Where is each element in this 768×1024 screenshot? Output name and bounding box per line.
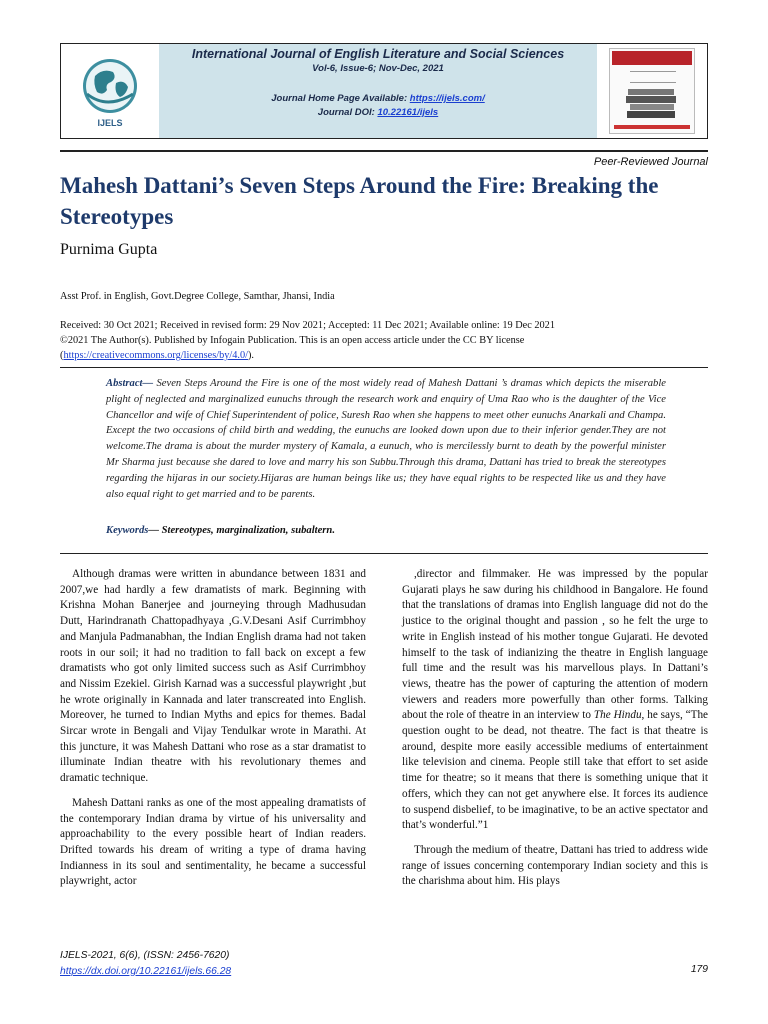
body-column-right — [402, 567, 708, 899]
article-dates — [60, 318, 710, 363]
journal-logo — [61, 44, 159, 138]
paren-open: ( — [60, 350, 64, 361]
received-line: Received: 30 Oct 2021; Received in revised form: 29 Nov 2021; Accepted: 11 Dec 2021; Available online: 19 Dec 2021 — [60, 320, 555, 331]
article-title: Mahesh Dattani’s Seven Steps Around the Fire: Breaking the Stereotypes — [60, 173, 659, 229]
cover-image — [609, 48, 695, 134]
keywords-label: Keywords — [106, 525, 149, 536]
footer-citation — [60, 948, 231, 980]
abstract-rule-bottom — [60, 553, 708, 554]
paragraph: Although dramas were written in abundance between 1831 and 2007,we had hardly a few dramatists of mark. Beginning with Krishna Mohan Banerjee and journeying through Madhusudan Dutt, Harindranath Chattopadhyaya ,G.V.Desani Asif Currimbhoy and Manjula Padmanabhan, the Indian English drama had not taken roots in our soil; it had no tradition to fall back on except a few dramatists who got only limited success such as Asif Currimbhoy and Nissim Ezekiel. Girish Karnad was a successful playwright ,but he wrote originally in Kannada and later transcreated into English. Moreover, he turned to Indian Myths and epics for themes. Badal Sircar wrote in Bengali and Vijay Tendulkar wrote in Marathi. At this juncture, it was Mahesh Dattani who rose as a star dramatist to illuminate Indian theatre with his revolutionary themes and dramatic technique. — [60, 568, 366, 785]
license-line: ©2021 The Author(s). Published by Infogain Publication. This is an open access article under the CC BY license — [60, 335, 525, 346]
paragraph-text: , he says, “The question ought to be dead, not theatre. The fact is that theatre is around, despite more easily accessible mediums of entertainment like television and cinema. People still take that effort to set aside time for theatre; so it means that there is something unique that it offers, which they can not get anywhere else. It forces its audience to suspend disbelief, to be imaginative, to be an active spectator and that’s wonderful.”1 — [402, 709, 708, 832]
page-number: 179 — [690, 964, 708, 975]
home-link[interactable]: https://ijels.com/ — [409, 93, 485, 104]
citation-text: IJELS-2021, 6(6), (ISSN: 2456-7620) — [60, 950, 230, 961]
peer-reviewed-label: Peer-Reviewed Journal — [593, 156, 708, 168]
journal-volume: Vol-6, Issue-6; Nov-Dec, 2021 — [312, 63, 444, 74]
license-link[interactable]: https://creativecommons.org/licenses/by/4.0/ — [63, 350, 248, 361]
keywords — [106, 525, 335, 536]
journal-info-banner — [159, 44, 597, 138]
body-column-left — [60, 567, 366, 899]
paragraph-text: ,director and filmmaker. He was impressed by the popular Gujarati plays he saw during his childhood in Bangalore. He found that the translations of dramas into English language did not do the justice to the original thought and passion , so he felt the urge to write in English instead of his mother tongue Gujarati. He devoted himself to the task of indianizing the theatre in English language full time and the result was his marvellous plays. In Dattani’s views, theatre has the power of capturing the attention of modern viewers and readers more powerfully than other forms. Talking about the role of theatre in an interview to — [402, 568, 708, 722]
abstract-rule-top — [60, 367, 708, 368]
paragraph — [402, 567, 708, 834]
doi-link[interactable]: 10.22161/ijels — [377, 107, 439, 118]
article-doi-link[interactable]: https://dx.doi.org/10.22161/ijels.66.28 — [60, 966, 232, 977]
journal-cover — [597, 44, 707, 138]
article-author: Purnima Gupta — [60, 241, 158, 258]
home-label: Journal Home Page Available: — [271, 93, 410, 104]
newspaper-title: The Hindu — [593, 709, 642, 722]
abstract-label: Abstract— — [106, 378, 154, 389]
logo-text: IJELS — [97, 118, 123, 128]
keywords-text: — Stereotypes, marginalization, subaltern. — [148, 525, 335, 536]
journal-header — [60, 43, 708, 139]
paren-close: ). — [248, 350, 255, 361]
abstract-text: Seven Steps Around the Fire is one of the most widely read of Mahesh Dattani ’s dramas which depicts the miserable plight of neglected and marginalized eunuchs through the research work and enquiry of Uma Rao who is the daughter of the Vice Chancellor and wife of Chief Superintendent of police, Suresh Rao when she happens to meet other eunuchs Anarkali and Champa. Except the two occasions of child birth and wedding, the eunuchs are looked down upon due to their inferior gender.They are not welcome.The drama is about the murder mystery of Kamala, a eunuch, who is mercilessly burnt to death by the powerful minister Mr Sharma just because she dared to love and marry his son Subbu.Through this drama, Dattani has tried to break the stereotypes regarding the hijaras in our society.Hijaras are human beings like us; they have equal rights to be respected like us and they have also equal right to get married and to be parents. — [106, 378, 666, 500]
license-link-line — [60, 348, 710, 363]
author-affiliation: Asst Prof. in English, Govt.Degree College, Samthar, Jhansi, India — [60, 291, 335, 302]
journal-doi-line — [159, 106, 597, 120]
doi-label: Journal DOI: — [317, 107, 378, 118]
header-rule — [60, 150, 708, 152]
abstract — [106, 376, 666, 502]
globe-icon — [69, 50, 151, 132]
journal-title: International Journal of English Literature and Social Sciences — [191, 47, 565, 61]
journal-home-line — [159, 92, 597, 106]
paragraph: Through the medium of theatre, Dattani has tried to address wide range of issues concerning contemporary Indian society and this is the charishma about him. His plays — [402, 843, 708, 888]
paragraph: Mahesh Dattani ranks as one of the most appealing dramatists of the contemporary Indian drama by virtue of his universality and approachability to the every possible heart of Indian readers. Drifted towards his dream of writing a type of drama having Indianness in its soul and sentimentality, he became a successful playwright, actor — [60, 796, 366, 888]
books-icon — [624, 85, 682, 125]
